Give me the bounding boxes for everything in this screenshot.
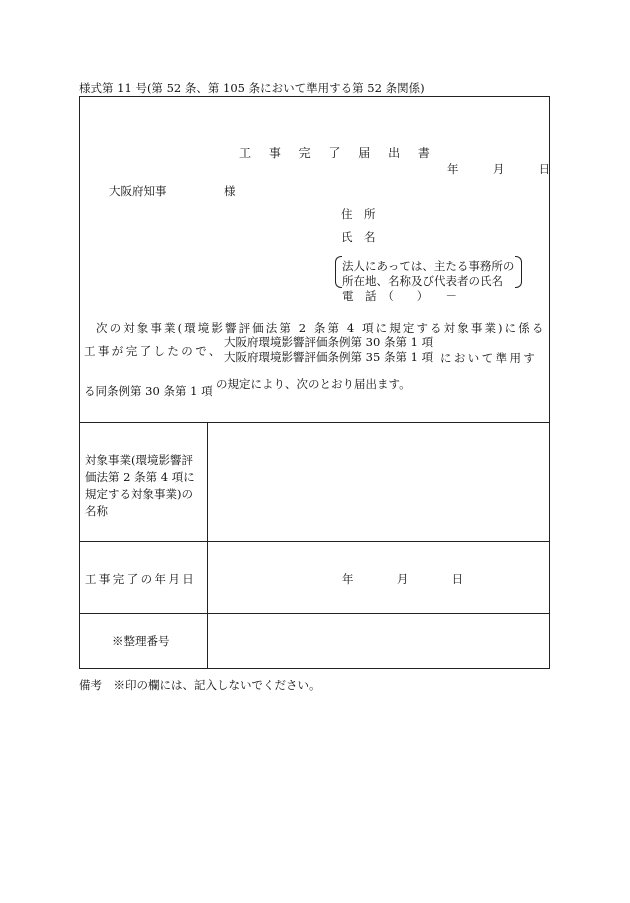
name-label: 氏 名: [341, 230, 376, 244]
addressee-honorific: 様: [224, 184, 236, 198]
form-number: 様式第 11 号(第 52 条、第 105 条において準用する第 52 条関係): [79, 81, 425, 95]
completion-date-label: 工事完了の年月日: [85, 572, 197, 586]
option-ordinance-35: 大阪府環境影響評価条例第 35 条第 1 項: [224, 350, 434, 364]
body-line1: 次の対象事業(環境影響評価法第 2 条第 4 項に規定する対象事業)に係る: [96, 321, 546, 335]
corporate-note-line2: 所在地、名称及び代表者の氏名: [342, 274, 503, 288]
reference-number-label: ※整理番号: [112, 634, 170, 648]
reference-number-field[interactable]: [212, 618, 544, 664]
body-line3-left: る同条例第 30 条第 1 項: [84, 384, 213, 398]
option-ordinance-30: 大阪府環境影響評価条例第 30 条第 1 項: [224, 335, 434, 349]
submission-date: [447, 161, 550, 177]
addressee-name: 大阪府知事: [109, 184, 167, 198]
body-line3-right: の規定により、次のとおり届出ます。: [216, 377, 411, 391]
corporate-note-line1: 法人にあっては、主たる事務所の: [342, 259, 515, 273]
completion-year-label: 年: [342, 572, 354, 586]
project-name-label: 対象事業(環境影響評価法第 2 条第 4 項に規定する対象事業)の名称: [85, 453, 195, 518]
year-label: 年: [447, 162, 459, 176]
day-label: 日: [538, 162, 551, 176]
column-divider: [207, 422, 208, 669]
body-line2-right: において準用す: [440, 351, 538, 365]
completion-month-label: 月: [396, 572, 409, 586]
project-name-field[interactable]: [212, 428, 544, 536]
divider-line: [79, 613, 550, 614]
body-line2-left: 工事が完了したので、: [84, 344, 223, 358]
divider-line: [79, 422, 550, 423]
footer-note: 備考 ※印の欄には、記入しないでください。: [79, 678, 321, 692]
month-label: 月: [492, 162, 505, 176]
phone-label: 電 話 （ ） －: [342, 289, 457, 303]
divider-line: [79, 541, 550, 542]
address-label: 住 所: [341, 207, 376, 221]
completion-day-label: 日: [451, 572, 464, 586]
document-title: 工 事 完 了 届 出 書: [239, 146, 437, 160]
completion-date-field[interactable]: [342, 571, 463, 587]
